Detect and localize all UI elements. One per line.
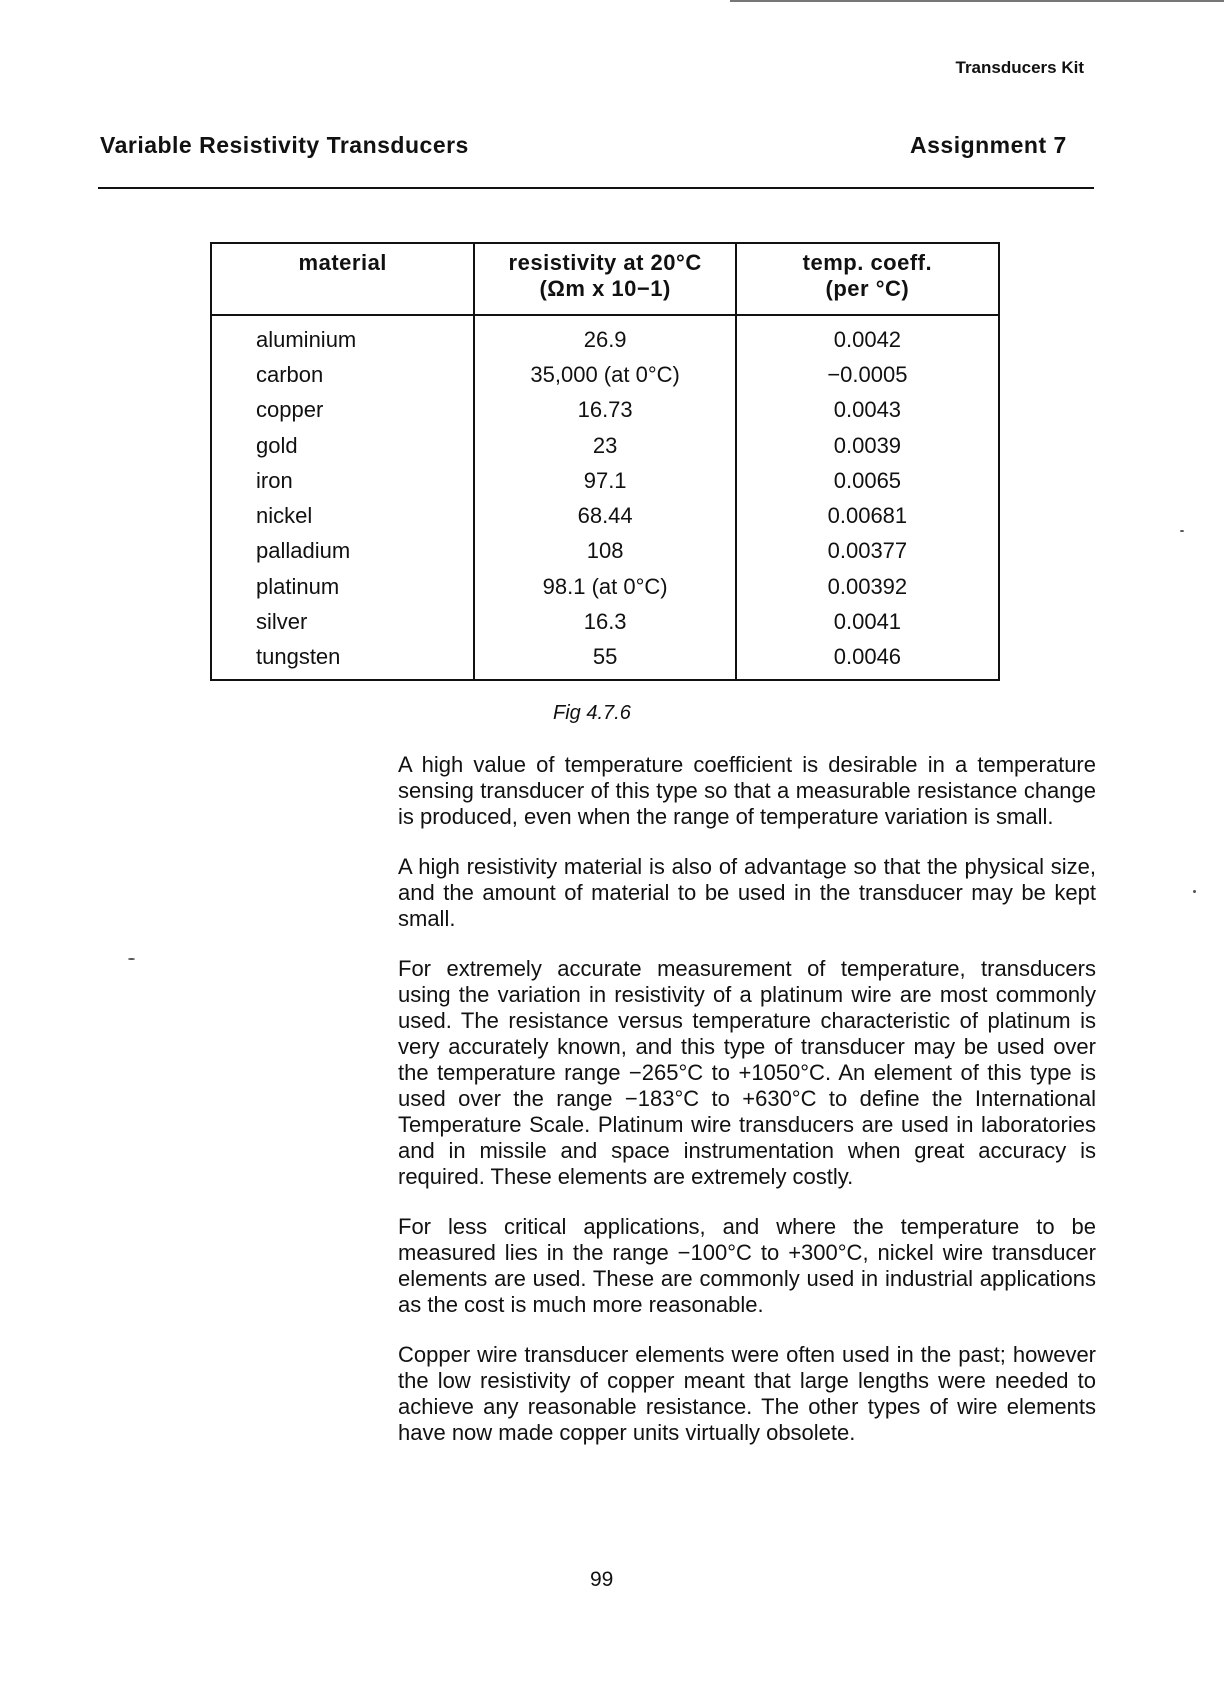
header-resistivity: resistivity at 20°C (Ωm x 10−1) xyxy=(474,243,735,315)
resistivity-cell: 98.1 (at 0°C) xyxy=(474,569,735,604)
paragraph: For extremely accurate measurement of temperature, transducers using the variation in resistivity of a platinum wire are most commonly used. The resistance versus temperature characteristic of platinum is very accurately known, and this type of transducer may be used over the temperature range −265°C to +1050°C. An element of this type is used over the range −183°C to +630°C to define the International Temperature Scale. Platinum wire transducers are used in laboratories and in missile and space instrumentation when great accuracy is required. These elements are extremely costly. xyxy=(398,956,1096,1189)
page-number: 99 xyxy=(590,1568,614,1591)
coeff-cell: 0.0042 xyxy=(736,315,999,357)
material-cell: silver xyxy=(211,604,474,639)
resistivity-cell: 108 xyxy=(474,534,735,569)
table-row xyxy=(211,604,999,639)
table-row xyxy=(211,640,999,680)
coeff-cell: 0.00681 xyxy=(736,498,999,533)
header-material: material xyxy=(211,243,474,315)
material-cell: gold xyxy=(211,428,474,463)
coeff-cell: 0.0065 xyxy=(736,463,999,498)
figure-caption: Fig 4.7.6 xyxy=(553,702,631,724)
coeff-cell: 0.0046 xyxy=(736,640,999,680)
table-row xyxy=(211,357,999,392)
coeff-cell: 0.00377 xyxy=(736,534,999,569)
running-header: Transducers Kit xyxy=(955,58,1084,77)
assignment-label: Assignment 7 xyxy=(910,132,1067,158)
table-header-row xyxy=(211,243,999,315)
material-cell: platinum xyxy=(211,569,474,604)
table-row xyxy=(211,569,999,604)
paragraph: A high resistivity material is also of advantage so that the physical size, and the amount of material to be used in the transducer may be kept small. xyxy=(398,854,1096,931)
coeff-cell: 0.0041 xyxy=(736,604,999,639)
scan-speck xyxy=(1180,530,1184,532)
resistivity-cell: 55 xyxy=(474,640,735,680)
resistivity-cell: 68.44 xyxy=(474,498,735,533)
table-row xyxy=(211,463,999,498)
top-rule xyxy=(730,0,1224,2)
coeff-cell: 0.00392 xyxy=(736,569,999,604)
scan-speck xyxy=(1193,890,1196,893)
resistivity-table xyxy=(210,242,1000,681)
resistivity-cell: 26.9 xyxy=(474,315,735,357)
table-row xyxy=(211,498,999,533)
resistivity-cell: 35,000 (at 0°C) xyxy=(474,357,735,392)
coeff-cell: 0.0039 xyxy=(736,428,999,463)
material-cell: aluminium xyxy=(211,315,474,357)
material-cell: copper xyxy=(211,393,474,428)
resistivity-cell: 97.1 xyxy=(474,463,735,498)
coeff-cell: 0.0043 xyxy=(736,393,999,428)
material-cell: iron xyxy=(211,463,474,498)
body-text xyxy=(398,752,1096,1470)
material-cell: tungsten xyxy=(211,640,474,680)
material-cell: palladium xyxy=(211,534,474,569)
resistivity-cell: 16.73 xyxy=(474,393,735,428)
paragraph: A high value of temperature coefficient is desirable in a temperature sensing transducer of this type so that a measurable resistance change is produced, even when the range of temperature variation is small. xyxy=(398,752,1096,829)
section-title: Variable Resistivity Transducers xyxy=(100,132,469,158)
paragraph: For less critical applications, and where the temperature to be measured lies in the range −100°C to +300°C, nickel wire transducer elements are used. These are commonly used in industrial applications as the cost is much more reasonable. xyxy=(398,1214,1096,1317)
resistivity-cell: 23 xyxy=(474,428,735,463)
material-cell: carbon xyxy=(211,357,474,392)
table-row xyxy=(211,393,999,428)
scan-speck xyxy=(128,958,135,960)
paragraph: Copper wire transducer elements were often used in the past; however the low resistivity of copper meant that large lengths were needed to achieve any reasonable resistance. The other types of wire elements have now made copper units virtually obsolete. xyxy=(398,1342,1096,1445)
coeff-cell: −0.0005 xyxy=(736,357,999,392)
material-cell: nickel xyxy=(211,498,474,533)
header-temp-coeff: temp. coeff. (per °C) xyxy=(736,243,999,315)
header-divider xyxy=(98,187,1094,189)
table-row xyxy=(211,428,999,463)
resistivity-cell: 16.3 xyxy=(474,604,735,639)
table-row xyxy=(211,534,999,569)
table-row xyxy=(211,315,999,357)
